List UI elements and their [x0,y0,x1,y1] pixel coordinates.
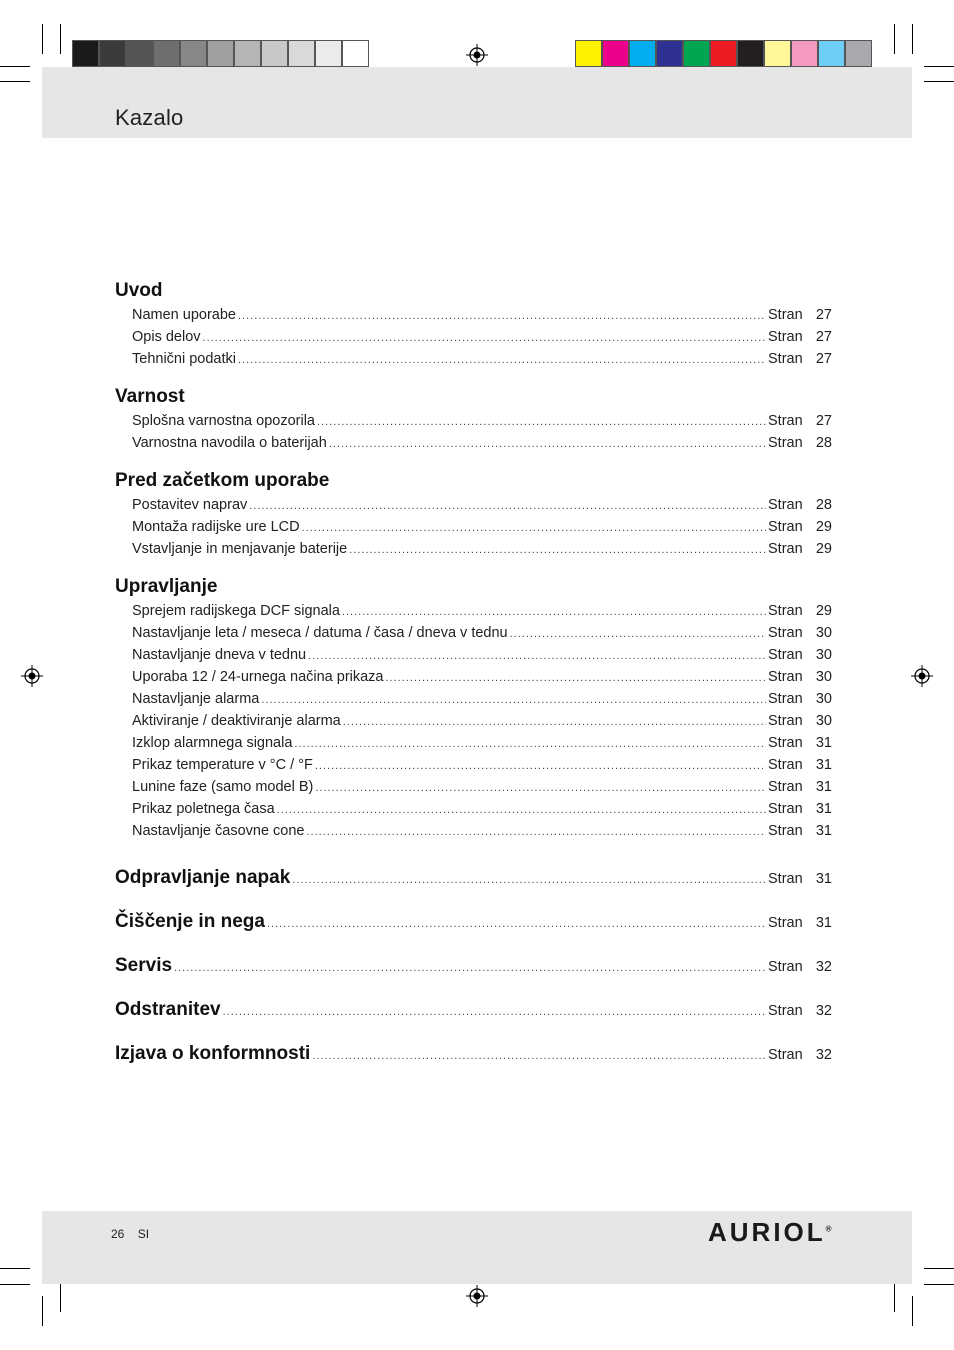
page-word: Stran [768,915,803,931]
dot-leader [312,1034,766,1078]
toc-entry[interactable] [115,600,832,622]
dot-leader [294,733,766,755]
color-swatch [818,40,845,67]
dot-leader [277,799,766,821]
dot-leader [342,601,766,623]
dot-leader [315,777,766,799]
color-swatch [575,40,602,67]
toc-entry-label: Nastavljanje časovne cone [132,823,305,839]
page-number: 27 [815,413,832,429]
dot-leader [386,667,767,689]
page-number: 29 [815,541,832,557]
toc-main-label: Čiščenje in nega [115,911,265,932]
page-number: 29 [815,603,832,619]
toc-entry[interactable] [115,348,832,370]
page-word: Stran [768,823,803,839]
toc-entry[interactable] [115,622,832,644]
color-swatch [737,40,764,67]
page-word: Stran [768,1003,803,1019]
toc-entry[interactable] [115,304,832,326]
color-swatch [207,40,234,67]
toc-entry-label: Prikaz temperature v °C / °F [132,757,313,773]
color-swatch [602,40,629,67]
page-word: Stran [768,691,803,707]
footer-info [111,1227,159,1241]
crop-mark [0,1268,30,1269]
crop-mark [912,1296,913,1326]
page-word: Stran [768,959,803,975]
color-swatch [153,40,180,67]
crop-mark [924,66,954,67]
section-heading: Uvod [115,280,163,301]
toc-entry[interactable] [115,688,832,710]
page-number: 32 [815,1003,832,1019]
crop-mark [60,1282,61,1312]
toc-entry-label: Sprejem radijskega DCF signala [132,603,340,619]
page-word: Stran [768,307,803,323]
toc-entry[interactable] [115,410,832,432]
registration-mark-icon [21,665,43,687]
page-number: 28 [815,435,832,451]
toc-entry-label: Nastavljanje alarma [132,691,260,707]
toc-main-entry[interactable] [115,856,832,900]
toc-main-label: Izjava o konformnosti [115,1043,311,1064]
dot-leader [292,858,766,902]
page-word: Stran [768,669,803,685]
dot-leader [315,755,766,777]
toc-entry[interactable] [115,710,832,732]
toc-entry-label: Splošna varnostna opozorila [132,413,315,429]
section-gap [115,370,832,384]
registration-mark-icon [466,44,488,66]
toc-entry-label: Nastavljanje leta / meseca / datuma / časa / dneva v tednu [132,625,508,641]
crop-mark [42,24,43,54]
brand-logo [708,1217,832,1248]
crop-mark [894,1282,895,1312]
toc-main-label: Odpravljanje napak [115,867,291,888]
page-word: Stran [768,603,803,619]
dot-leader [308,645,766,667]
toc-entry-label: Tehnični podatki [132,351,236,367]
toc-entry-label: Postavitev naprav [132,497,248,513]
page-number: 31 [815,915,832,931]
section-gap [115,560,832,574]
table-of-contents [115,278,832,1076]
crop-mark [60,24,61,54]
crop-mark [894,24,895,54]
section-gap [115,842,832,856]
toc-entry-label: Nastavljanje dneva v tednu [132,647,307,663]
crop-mark [924,81,954,82]
toc-entry[interactable] [115,538,832,560]
dot-leader [249,495,766,517]
dot-leader [238,349,766,371]
color-swatch [710,40,737,67]
crop-mark [0,1284,30,1285]
page-number: 30 [815,647,832,663]
dot-leader [302,517,766,539]
page-word: Stran [768,435,803,451]
page-word: Stran [768,801,803,817]
color-swatch [791,40,818,67]
page-word: Stran [768,1047,803,1063]
page-word: Stran [768,625,803,641]
toc-entry-label: Opis delov [132,329,201,345]
color-swatch [261,40,288,67]
page-word: Stran [768,413,803,429]
toc-entry-label: Vstavljanje in menjavanje baterije [132,541,348,557]
color-swatch [342,40,369,67]
page-word: Stran [768,779,803,795]
registration-mark-icon [911,665,933,687]
dot-leader [307,821,767,843]
dot-leader [349,539,766,561]
toc-entry[interactable] [115,732,832,754]
page-number: 27 [815,307,832,323]
color-swatch [99,40,126,67]
toc-entry[interactable] [115,644,832,666]
toc-entry[interactable] [115,820,832,842]
toc-entry[interactable] [115,776,832,798]
page-number: 30 [815,669,832,685]
color-swatch [845,40,872,67]
brand-name: AURIOL [708,1217,826,1247]
page-number: 31 [815,801,832,817]
page-number: 31 [815,871,832,887]
section-gap [115,454,832,468]
section-heading: Varnost [115,386,185,407]
color-swatch [126,40,153,67]
section-heading: Upravljanje [115,576,218,597]
page-word: Stran [768,757,803,773]
toc-entry-label: Aktiviranje / deaktiviranje alarma [132,713,341,729]
registration-mark-icon [466,1285,488,1307]
page-number: 31 [815,779,832,795]
page-word: Stran [768,735,803,751]
toc-main-entry[interactable] [115,1032,832,1076]
page-number: 28 [815,497,832,513]
page-number: 30 [815,713,832,729]
dot-leader [238,305,766,327]
dot-leader [267,902,766,946]
color-swatch [315,40,342,67]
grayscale-color-bar [72,40,369,69]
toc-entry-label: Montaža radijske ure LCD [132,519,300,535]
page-word: Stran [768,497,803,513]
process-color-bar [575,40,872,69]
crop-mark [0,66,30,67]
toc-entry[interactable] [115,798,832,820]
toc-entry[interactable] [115,754,832,776]
page-number: 32 [815,959,832,975]
toc-entry[interactable] [115,666,832,688]
toc-entry[interactable] [115,494,832,516]
toc-entry-label: Uporaba 12 / 24-urnega načina prikaza [132,669,384,685]
toc-entry-label: Lunine faze (samo model B) [132,779,314,795]
color-swatch [764,40,791,67]
toc-main-label: Servis [115,955,173,976]
crop-mark [924,1268,954,1269]
section-heading: Pred začetkom uporabe [115,470,330,491]
toc-entry-label: Varnostna navodila o baterijah [132,435,327,451]
dot-leader [329,433,766,455]
dot-leader [261,689,766,711]
crop-mark [924,1284,954,1285]
color-swatch [629,40,656,67]
crop-mark [0,81,30,82]
toc-main-entry[interactable] [115,900,832,944]
page-word: Stran [768,871,803,887]
page-word: Stran [768,329,803,345]
toc-main-label: Odstranitev [115,999,221,1020]
color-swatch [72,40,99,67]
page-word: Stran [768,519,803,535]
page-number: 29 [815,519,832,535]
page-number: 26 [111,1227,125,1241]
toc-main-entry[interactable] [115,988,832,1032]
dot-leader [343,711,766,733]
page-word: Stran [768,541,803,557]
page-word: Stran [768,351,803,367]
toc-entry-label: Namen uporabe [132,307,236,323]
toc-entry-label: Izklop alarmnega signala [132,735,293,751]
page-title: Kazalo [115,105,184,130]
dot-leader [223,990,766,1034]
toc-entry[interactable] [115,516,832,538]
color-swatch [683,40,710,67]
toc-entry-label: Prikaz poletnega časa [132,801,275,817]
dot-leader [174,946,766,990]
page-number: 31 [815,823,832,839]
dot-leader [203,327,766,349]
page-number: 27 [815,351,832,367]
page-word: Stran [768,713,803,729]
page-number: 32 [815,1047,832,1063]
page-number: 31 [815,757,832,773]
crop-mark [42,1296,43,1326]
page-number: 30 [815,691,832,707]
brand-mark: ® [825,1224,832,1234]
color-swatch [234,40,261,67]
dot-leader [510,623,766,645]
language-code: SI [137,1227,150,1241]
color-swatch [656,40,683,67]
toc-main-entry[interactable] [115,944,832,988]
page-word: Stran [768,647,803,663]
page-number: 27 [815,329,832,345]
color-swatch [180,40,207,67]
dot-leader [317,411,766,433]
toc-entry[interactable] [115,432,832,454]
toc-entry[interactable] [115,326,832,348]
page-number: 31 [815,735,832,751]
page-number: 30 [815,625,832,641]
crop-mark [912,24,913,54]
color-swatch [288,40,315,67]
